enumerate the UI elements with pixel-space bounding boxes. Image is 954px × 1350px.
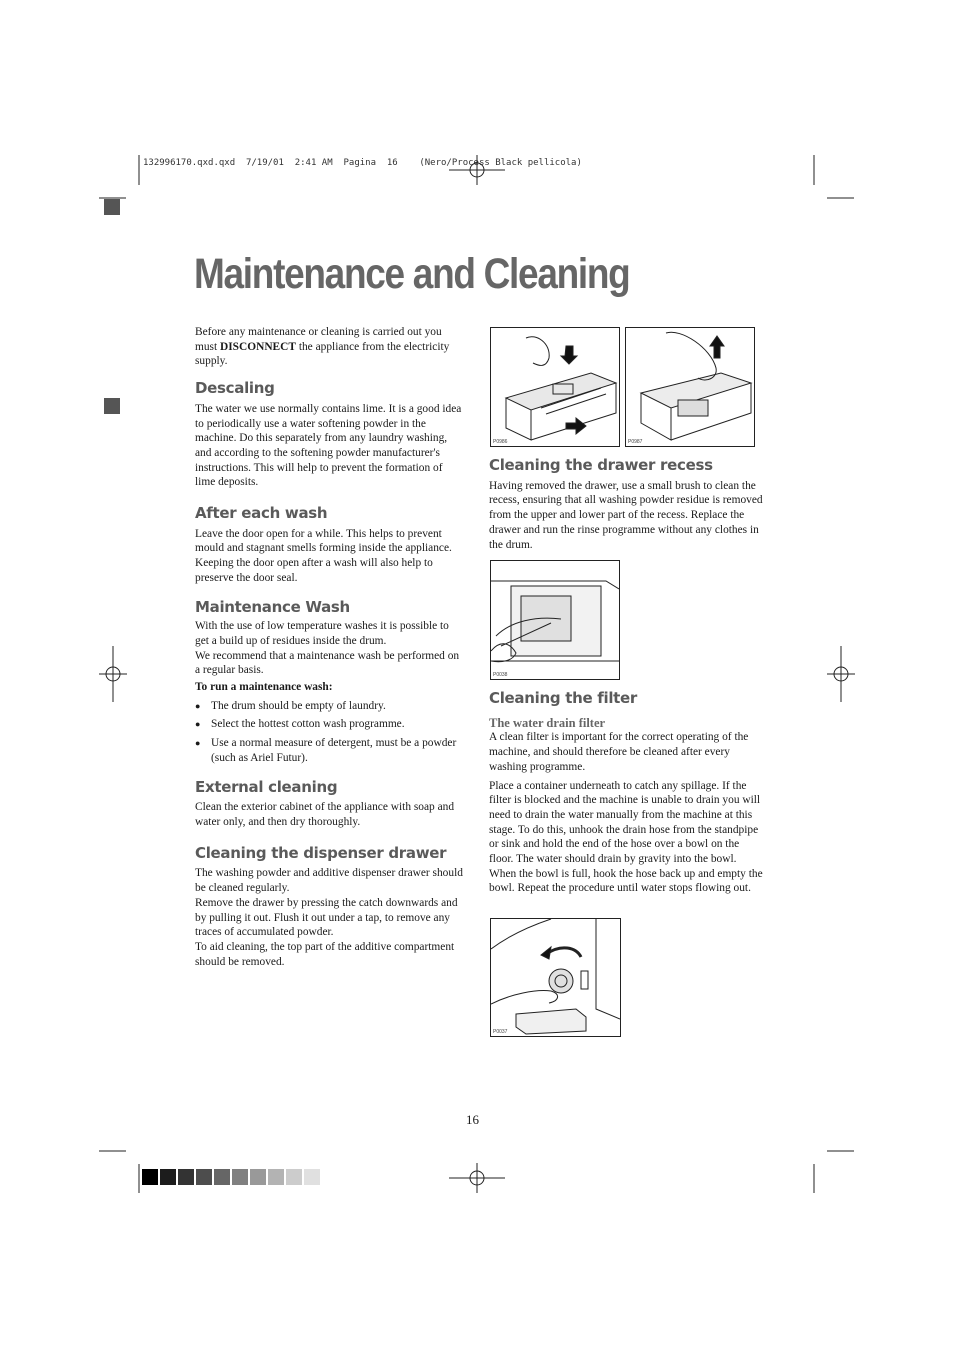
maint-wash-howto: To run a maintenance wash:	[195, 681, 333, 694]
registration-square-top	[104, 199, 120, 215]
maint-wash-heading: Maintenance Wash	[195, 597, 350, 616]
figure-drain-filter	[490, 918, 621, 1037]
figure-code: P0038	[493, 672, 508, 678]
list-item: ● Select the hottest cotton wash programme.	[195, 717, 465, 732]
drain-filter-illustration	[491, 919, 620, 1036]
list-item: ● The drum should be empty of laundry.	[195, 699, 465, 714]
compartment-removal-illustration	[626, 328, 754, 446]
figure-drawer-removal	[490, 327, 620, 447]
external-text: Clean the exterior cabinet of the appliance with soap and water only, and then dry thoroughly.	[195, 801, 455, 828]
filter-section	[489, 691, 764, 900]
dispenser-p1: The washing powder and additive dispenser drawer should be cleaned regularly.	[195, 867, 463, 895]
descaling-text: The water we use normally contains lime. It is a good idea to periodically use a water softening powder in the machine. Do this separately from any laundry washing, and according to the softening powder manufacturer's instructions. This will help to prevent the formation of lime deposits.	[195, 402, 462, 489]
figure-recess-brush	[490, 560, 620, 680]
figure-compartment-removal	[625, 327, 755, 447]
page-number: 16	[466, 1112, 479, 1127]
maint-wash-p2: We recommend that a maintenance wash be performed on a regular basis.	[195, 649, 460, 677]
maint-wash-p1: With the use of low temperature washes it is possible to get a build up of residues inside the drum.	[195, 620, 449, 647]
printer-slug: 132996170.qxd.qxd 7/19/01 2:41 AM Pagina 16 (Nero/Process Black pellicola)	[143, 158, 582, 168]
page-title: Maintenance and Cleaning	[194, 250, 630, 298]
filter-subheading: The water drain filter	[489, 715, 606, 730]
maint-wash-list	[195, 699, 465, 766]
figure-code: P0987	[628, 439, 643, 445]
figure-code: P0986	[493, 439, 508, 445]
drawer-removal-illustration	[491, 328, 619, 446]
list-item: ● Use a normal measure of detergent, must be a powder (such as Ariel Futur).	[195, 736, 465, 765]
registration-square-mid	[104, 398, 120, 414]
descaling-heading: Descaling	[195, 379, 275, 398]
recess-heading: Cleaning the drawer recess	[489, 456, 713, 474]
filter-heading: Cleaning the filter	[489, 689, 637, 707]
left-column	[195, 325, 465, 969]
dispenser-heading: Cleaning the dispenser drawer	[195, 843, 447, 862]
after-wash-heading: After each wash	[195, 504, 328, 523]
dispenser-p3: To aid cleaning, the top part of the additive compartment should be removed.	[195, 940, 455, 968]
after-wash-text: Leave the door open for a while. This helps to prevent mould and stagnant smells forming inside the appliance. Keeping the door open after a wash will also help to preserve the door seal.	[195, 527, 452, 584]
dispenser-p2: Remove the drawer by pressing the catch downwards and by pulling it out. Flush it out under a tap, to remove any traces of accumulated powder.	[195, 896, 458, 939]
external-heading: External cleaning	[195, 777, 338, 796]
filter-p1: A clean filter is important for the correct operating of the machine, and should therefore be cleaned after every washing programme.	[489, 731, 749, 773]
intro-paragraph: Before any maintenance or cleaning is carried out you must DISCONNECT the appliance from the electricity supply.	[195, 326, 450, 368]
recess-brush-illustration	[491, 561, 619, 679]
recess-section	[489, 458, 764, 556]
recess-text: Having removed the drawer, use a small brush to clean the recess, ensuring that all washing powder residue is removed from the upper and lower part of the recess. Replace the drawer and run the rinse programme without any clothes in the drum.	[489, 479, 763, 551]
filter-p2: Place a container underneath to catch any spillage. If the filter is blocked and the machine is unable to drain you will need to drain the water manually from the machine at this stage. To do this, unhook the drain hose from the standpipe or sink and hold the end of the hose over a bowl on the floor. The water should drain by gravity into the bowl. When the bowl is full, hook the hose back up and empty the bowl. Repeat the procedure until water stops flowing out.	[489, 779, 763, 895]
figure-code: P0037	[493, 1029, 508, 1035]
